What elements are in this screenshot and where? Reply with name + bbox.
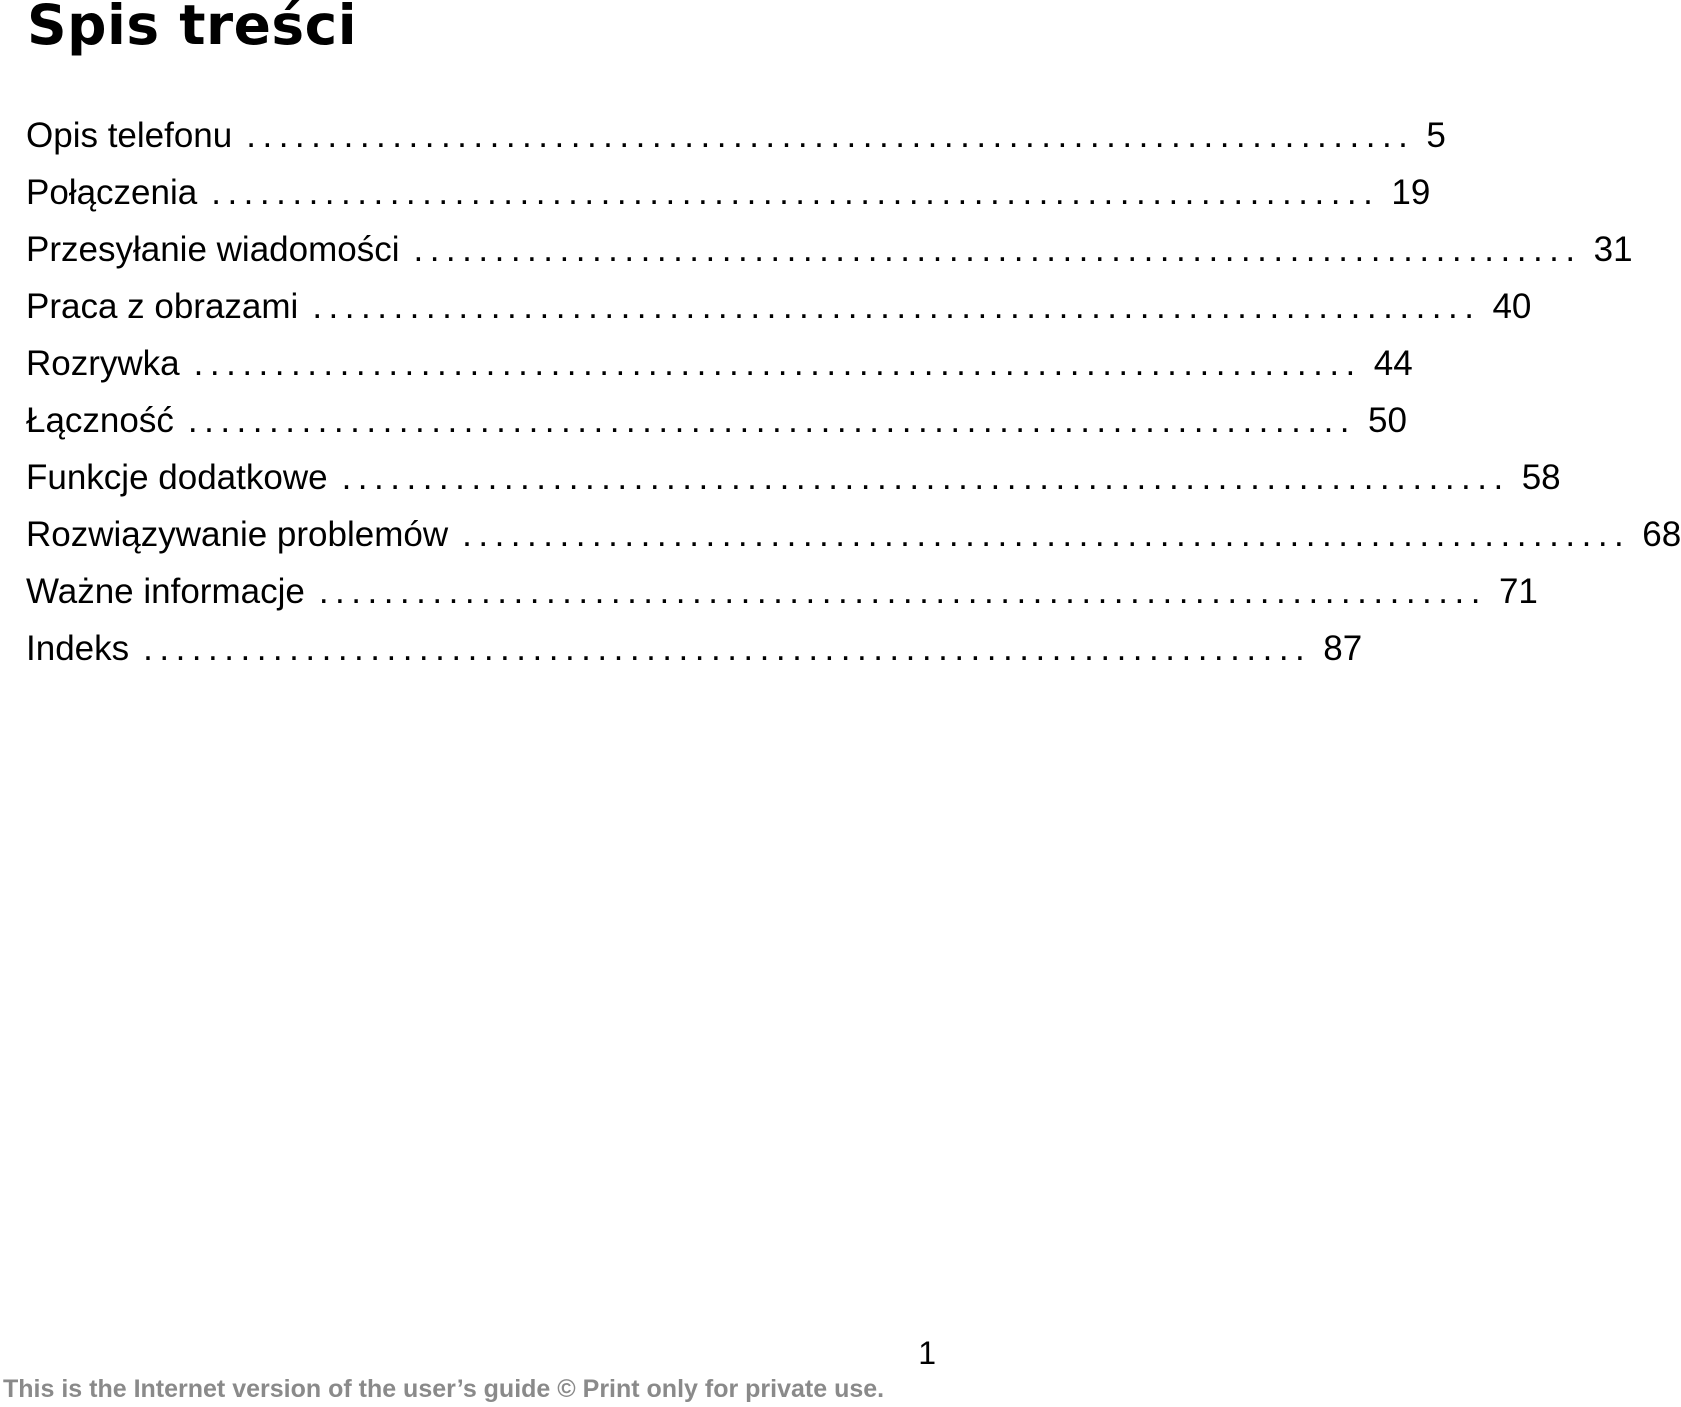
toc-entry-page: 68 <box>1642 515 1681 554</box>
toc-entry-page: 40 <box>1492 287 1532 326</box>
toc-entry-przesylanie-wiadomosci[interactable] <box>26 224 1633 281</box>
toc-dot-leader: ........................................................................ <box>341 458 1510 497</box>
toc-dot-leader: ........................................................................ <box>318 572 1487 611</box>
toc-entry-label: Łączność <box>26 401 174 440</box>
toc-dot-leader: ........................................................................ <box>193 344 1362 383</box>
page-title: Spis treści <box>27 0 358 57</box>
toc-dot-leader: ........................................................................ <box>246 116 1415 155</box>
toc-dot-leader: ........................................................................ <box>187 401 1357 440</box>
toc-entry-page: 71 <box>1498 572 1538 611</box>
toc-entry-label: Ważne informacje <box>26 572 305 611</box>
toc-entry-rozwiazywanie-problemow[interactable] <box>26 509 1681 566</box>
page-number: 1 <box>918 1335 936 1371</box>
toc-entry-page: 19 <box>1391 173 1431 212</box>
toc-entry-label: Rozrywka <box>26 344 180 383</box>
toc-entry-wazne-informacje[interactable] <box>26 566 1538 623</box>
toc-entry-label: Praca z obrazami <box>26 287 299 326</box>
toc-entry-page: 44 <box>1373 344 1413 383</box>
toc-entry-label: Połączenia <box>26 173 198 212</box>
toc-entry-page: 58 <box>1521 458 1561 497</box>
toc-entry-page: 87 <box>1323 629 1363 668</box>
toc-entry-page: 50 <box>1368 401 1407 440</box>
toc-entry-opis-telefonu[interactable] <box>26 110 1446 167</box>
footer-notice: This is the Internet version of the user’s guide © Print only for private use. <box>3 1375 885 1403</box>
toc-entry-page: 31 <box>1593 230 1633 269</box>
toc-entry-indeks[interactable] <box>26 623 1363 680</box>
toc-entry-label: Przesyłanie wiadomości <box>26 230 400 269</box>
toc-entry-polaczenia[interactable] <box>26 167 1431 224</box>
toc-dot-leader: ........................................................................ <box>312 287 1481 326</box>
toc-dot-leader: ........................................................................ <box>143 629 1312 668</box>
toc-dot-leader: ........................................................................ <box>462 515 1631 554</box>
toc-entry-page: 5 <box>1426 116 1446 155</box>
toc-entry-label: Indeks <box>26 629 130 668</box>
toc-entry-label: Funkcje dodatkowe <box>26 458 328 497</box>
toc-entry-lacznosc[interactable] <box>26 395 1407 452</box>
toc-entry-funkcje-dodatkowe[interactable] <box>26 452 1561 509</box>
toc-entry-rozrywka[interactable] <box>26 338 1413 395</box>
toc-entry-label: Opis telefonu <box>26 116 233 155</box>
toc-dot-leader: ........................................................................ <box>413 230 1582 269</box>
toc-entry-praca-z-obrazami[interactable] <box>26 281 1532 338</box>
toc-entry-label: Rozwiązywanie problemów <box>26 515 449 554</box>
table-of-contents <box>26 110 1681 680</box>
toc-dot-leader: ........................................................................ <box>211 173 1380 212</box>
